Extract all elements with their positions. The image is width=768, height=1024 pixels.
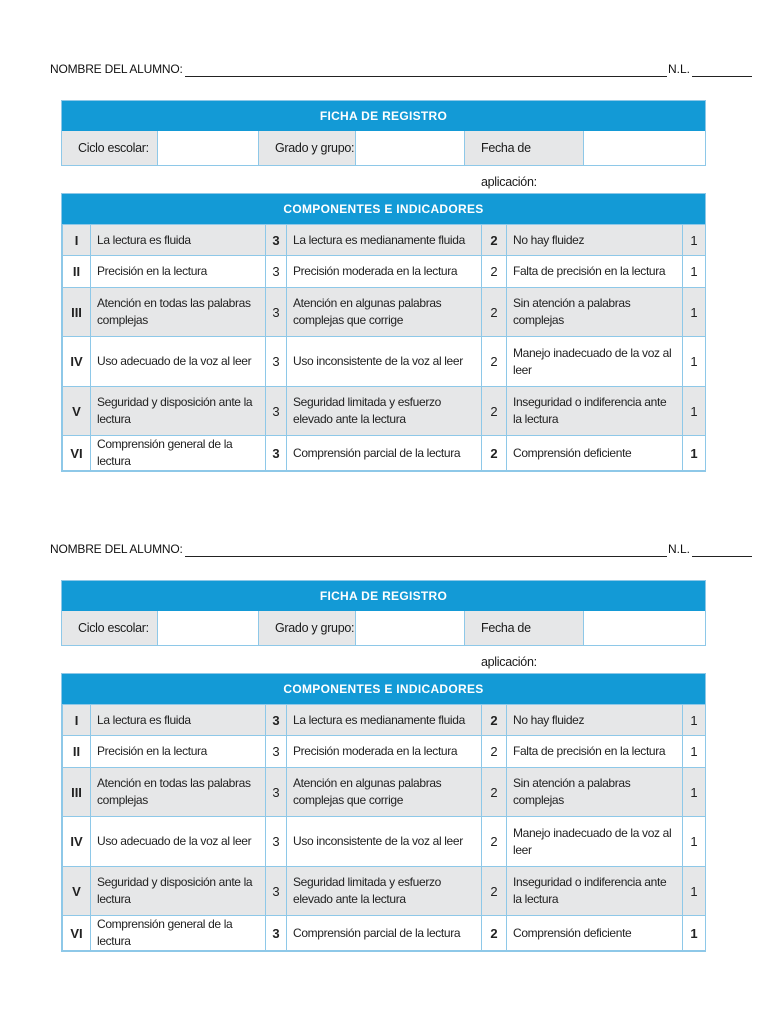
list-number-blank[interactable] [692, 556, 752, 557]
indicator-level-3[interactable]: Seguridad y disposición ante la lectura [91, 387, 266, 436]
indicator-level-1[interactable]: Falta de precisión en la lectura [507, 256, 683, 288]
score-1: 1 [683, 736, 706, 768]
indicator-level-2[interactable]: La lectura es medianamente fluida [287, 705, 482, 736]
indicator-level-1[interactable]: Sin atención a palabras complejas [507, 768, 683, 817]
student-name-blank[interactable] [185, 556, 667, 557]
ficha-title: FICHA DE REGISTRO [62, 101, 705, 131]
score-2: 2 [482, 736, 507, 768]
indicator-row [63, 288, 706, 337]
indicator-row [63, 768, 706, 817]
score-1: 1 [683, 817, 706, 867]
indicator-row [63, 867, 706, 916]
row-numeral: II [63, 736, 91, 768]
componentes-title: COMPONENTES E INDICADORES [62, 674, 705, 704]
row-numeral: V [63, 867, 91, 916]
score-2: 2 [482, 705, 507, 736]
fecha-aplicacion-field[interactable] [584, 611, 705, 645]
indicator-level-3[interactable]: Atención en todas las palabras complejas [91, 768, 266, 817]
student-name-label: NOMBRE DEL ALUMNO: [50, 542, 183, 556]
fecha-aplicacion-label: Fecha de aplicación: [465, 131, 584, 165]
indicator-level-2[interactable]: Seguridad limitada y esfuerzo elevado ante la lectura [287, 867, 482, 916]
score-2: 2 [482, 288, 507, 337]
indicator-level-2[interactable]: Precisión moderada en la lectura [287, 256, 482, 288]
score-2: 2 [482, 436, 507, 471]
score-1: 1 [683, 768, 706, 817]
student-name-label: NOMBRE DEL ALUMNO: [50, 62, 183, 76]
grado-grupo-field[interactable] [356, 131, 465, 165]
indicator-level-3[interactable]: Precisión en la lectura [91, 736, 266, 768]
fecha-aplicacion-field[interactable] [584, 131, 705, 165]
indicator-level-3[interactable]: Uso adecuado de la voz al leer [91, 337, 266, 387]
score-1: 1 [683, 705, 706, 736]
componentes-table [61, 193, 706, 472]
list-number-label: N.L. [668, 542, 691, 556]
score-3: 3 [266, 705, 287, 736]
score-3: 3 [266, 867, 287, 916]
indicator-level-1[interactable]: Inseguridad o indiferencia ante la lectura [507, 387, 683, 436]
indicator-level-3[interactable]: Seguridad y disposición ante la lectura [91, 867, 266, 916]
score-2: 2 [482, 337, 507, 387]
row-numeral: I [63, 225, 91, 256]
indicator-level-3[interactable]: Atención en todas las palabras complejas [91, 288, 266, 337]
ficha-title: FICHA DE REGISTRO [62, 581, 705, 611]
indicator-level-3[interactable]: Uso adecuado de la voz al leer [91, 817, 266, 867]
grado-grupo-label: Grado y grupo: [259, 611, 356, 645]
score-1: 1 [683, 256, 706, 288]
indicator-level-1[interactable]: Inseguridad o indiferencia ante la lectura [507, 867, 683, 916]
grado-grupo-field[interactable] [356, 611, 465, 645]
score-3: 3 [266, 288, 287, 337]
indicator-level-3[interactable]: La lectura es fluida [91, 225, 266, 256]
ficha-fields-row [62, 611, 705, 669]
row-numeral: II [63, 256, 91, 288]
indicator-level-2[interactable]: Atención en algunas palabras complejas que corrige [287, 768, 482, 817]
score-2: 2 [482, 768, 507, 817]
score-2: 2 [482, 387, 507, 436]
score-3: 3 [266, 817, 287, 867]
indicator-level-2[interactable]: Atención en algunas palabras complejas que corrige [287, 288, 482, 337]
indicator-level-3[interactable]: Comprensión general de la lectura [91, 916, 266, 951]
student-name-line [50, 62, 710, 80]
indicators-grid [62, 704, 706, 951]
indicator-row [63, 256, 706, 288]
fecha-aplicacion-label: Fecha de aplicación: [465, 611, 584, 645]
score-2: 2 [482, 916, 507, 951]
score-1: 1 [683, 916, 706, 951]
indicator-row [63, 337, 706, 387]
row-numeral: VI [63, 916, 91, 951]
indicator-level-1[interactable]: Manejo inadecuado de la voz al leer [507, 337, 683, 387]
score-1: 1 [683, 436, 706, 471]
indicator-row [63, 736, 706, 768]
score-2: 2 [482, 817, 507, 867]
ficha-fields-row [62, 131, 705, 189]
indicator-level-3[interactable]: La lectura es fluida [91, 705, 266, 736]
ciclo-escolar-field[interactable] [158, 131, 259, 165]
componentes-title: COMPONENTES E INDICADORES [62, 194, 705, 224]
indicator-level-2[interactable]: Comprensión parcial de la lectura [287, 916, 482, 951]
indicator-level-1[interactable]: Sin atención a palabras complejas [507, 288, 683, 337]
score-3: 3 [266, 225, 287, 256]
score-3: 3 [266, 768, 287, 817]
score-3: 3 [266, 916, 287, 951]
indicator-level-2[interactable]: Seguridad limitada y esfuerzo elevado ante la lectura [287, 387, 482, 436]
indicator-row [63, 705, 706, 736]
indicator-level-2[interactable]: La lectura es medianamente fluida [287, 225, 482, 256]
indicator-row [63, 387, 706, 436]
score-1: 1 [683, 867, 706, 916]
indicators-grid [62, 224, 706, 471]
row-numeral: I [63, 705, 91, 736]
score-1: 1 [683, 387, 706, 436]
row-numeral: III [63, 288, 91, 337]
student-name-line [50, 542, 710, 560]
componentes-table [61, 673, 706, 952]
ficha-registro-table [61, 580, 706, 669]
indicator-row [63, 817, 706, 867]
ciclo-escolar-label: Ciclo escolar: [62, 131, 158, 165]
indicator-level-1[interactable]: No hay fluidez [507, 225, 683, 256]
indicator-level-2[interactable]: Uso inconsistente de la voz al leer [287, 817, 482, 867]
list-number-label: N.L. [668, 62, 691, 76]
score-3: 3 [266, 337, 287, 387]
row-numeral: V [63, 387, 91, 436]
ciclo-escolar-field[interactable] [158, 611, 259, 645]
student-name-blank[interactable] [185, 76, 667, 77]
indicator-level-2[interactable]: Uso inconsistente de la voz al leer [287, 337, 482, 387]
score-1: 1 [683, 337, 706, 387]
score-3: 3 [266, 256, 287, 288]
indicator-level-1[interactable]: Comprensión deficiente [507, 916, 683, 951]
score-1: 1 [683, 288, 706, 337]
indicator-row [63, 225, 706, 256]
indicator-row [63, 436, 706, 471]
score-3: 3 [266, 736, 287, 768]
indicator-level-1[interactable]: Manejo inadecuado de la voz al leer [507, 817, 683, 867]
row-numeral: III [63, 768, 91, 817]
row-numeral: IV [63, 337, 91, 387]
indicator-level-2[interactable]: Precisión moderada en la lectura [287, 736, 482, 768]
score-1: 1 [683, 225, 706, 256]
score-3: 3 [266, 387, 287, 436]
row-numeral: IV [63, 817, 91, 867]
grado-grupo-label: Grado y grupo: [259, 131, 356, 165]
score-3: 3 [266, 436, 287, 471]
indicator-level-1[interactable]: Comprensión deficiente [507, 436, 683, 471]
indicator-level-3[interactable]: Precisión en la lectura [91, 256, 266, 288]
score-2: 2 [482, 867, 507, 916]
indicator-row [63, 916, 706, 951]
indicator-level-1[interactable]: No hay fluidez [507, 705, 683, 736]
indicator-level-2[interactable]: Comprensión parcial de la lectura [287, 436, 482, 471]
score-2: 2 [482, 256, 507, 288]
indicator-level-1[interactable]: Falta de precisión en la lectura [507, 736, 683, 768]
row-numeral: VI [63, 436, 91, 471]
list-number-blank[interactable] [692, 76, 752, 77]
indicator-level-3[interactable]: Comprensión general de la lectura [91, 436, 266, 471]
score-2: 2 [482, 225, 507, 256]
ficha-registro-table [61, 100, 706, 189]
ciclo-escolar-label: Ciclo escolar: [62, 611, 158, 645]
